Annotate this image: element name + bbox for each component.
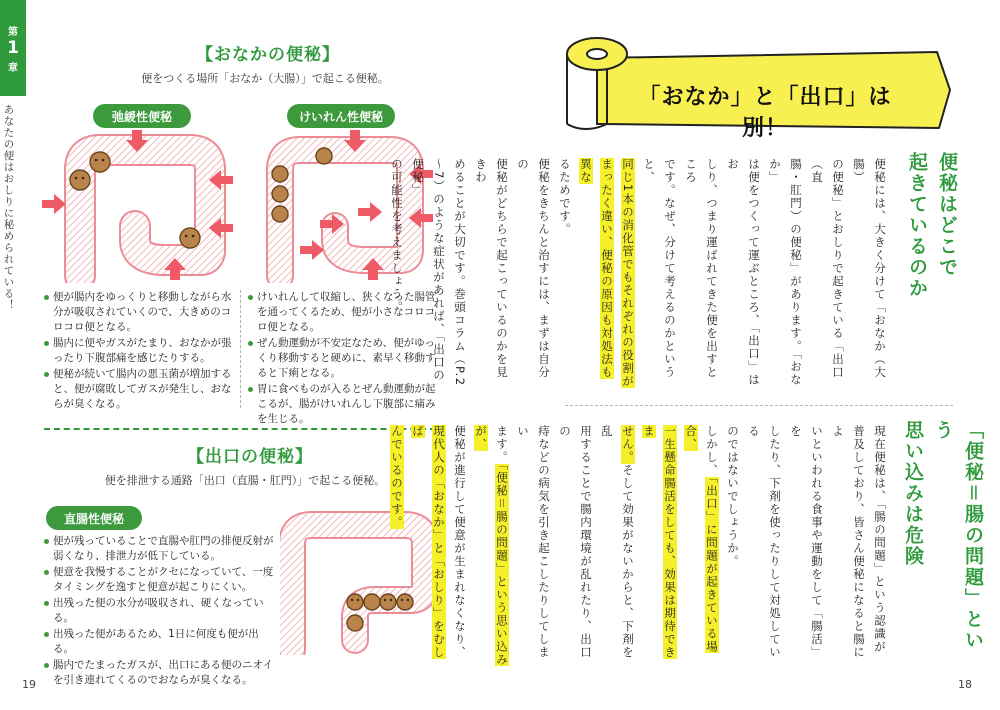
text-segment: 痔などの病気を引き起こしたりしてしまい (516, 425, 551, 659)
chapter-number: 1 (7, 37, 19, 58)
text-segment: しかし、 (705, 425, 719, 477)
text-line (722, 425, 743, 667)
section-divider (44, 428, 436, 430)
banner-title: 「おなか」と「出口」は別！ (638, 85, 892, 141)
chapter-prefix: 第 (8, 26, 18, 38)
list-item: 便が腸内をゆっくりと移動しながら水分が吸収されていくので、大きめのコロコロ便となる。 (44, 290, 234, 335)
text-line (596, 425, 638, 667)
section-divider (565, 405, 953, 406)
text-line (407, 158, 449, 390)
highlighted-text: 同じ1本の消化管でもそれぞれの役割が (621, 158, 635, 388)
text-segment: 便秘がどちらで起こっているのかを見きわ (474, 158, 509, 379)
list-item: けいれんして収縮し、狭くなった腸管を通ってくるため、便が小さなコロコロ便となる。 (248, 290, 438, 335)
text-line (827, 425, 869, 667)
heading-line: 「便秘＝腸の問題」という (932, 420, 984, 652)
text-segment: しり、つまり運ばれてきた便を出すところ (684, 158, 719, 379)
highlighted-text: んでいるのです。 (390, 425, 404, 529)
page-number-right: 18 (958, 678, 972, 691)
chapter-subtitle: あなたの便はおしりに秘められている！ (2, 104, 15, 311)
list-item: 便意を我慢することがクセになっていて、一度タイミングを逸すと便意が起こりにくい。 (44, 565, 274, 595)
text-line (638, 425, 680, 667)
text-line (512, 425, 554, 667)
list-item: 腸内でたまったガスが、出口にある便のニオイを引き連れてくるのでおならが臭くなる。 (44, 658, 274, 688)
text-line (554, 425, 596, 667)
section-title-onaka: 【おなかの便秘】 (196, 45, 340, 65)
text-line (638, 158, 680, 390)
heading-line: 便秘はどこで (936, 152, 958, 278)
text-line (554, 158, 575, 390)
label-keiren: けいれん性便秘 (287, 104, 395, 128)
text-line (470, 425, 512, 667)
text-line (764, 158, 806, 390)
heading-line: 起きているのか (906, 152, 928, 299)
body-text-section2 (390, 425, 890, 667)
text-segment: の便秘」とおしりで起きている「出口（直 (810, 158, 845, 379)
list-item: ぜん動運動が不安定なため、便がゆっくり移動すると硬めに、素早く移動すると下痢となる。 (248, 336, 438, 381)
text-line (680, 158, 722, 390)
text-line (785, 425, 827, 667)
text-segment: ます。 (495, 425, 509, 464)
text-line (680, 425, 722, 667)
list-item: 出残った便があるため、1日に何度も便が出る。 (44, 627, 274, 657)
text-line (848, 158, 890, 390)
text-line (386, 425, 407, 667)
list-item: 腸内に便やガスがたまり、おなかが張ったり下腹部痛を感じたりする。 (44, 336, 234, 366)
highlighted-text: 「便秘＝腸の問題」という思い込みが、 (474, 425, 509, 667)
list-item: 便が残っていることで直腸や肛門の排便反射が弱くなり、排泄力が低下している。 (44, 534, 274, 564)
text-line (869, 425, 890, 667)
text-line (806, 158, 848, 390)
text-segment: いといわれる食事や運動をして「腸活」を (789, 425, 824, 659)
text-segment: 便秘をきちんと治すには、まずは自分の (516, 158, 551, 379)
text-line (722, 158, 764, 390)
text-line (449, 425, 470, 667)
chapter-tab (0, 0, 26, 96)
highlighted-text: せん。 (621, 425, 635, 464)
text-line (449, 158, 470, 390)
heading-omoikomi (898, 420, 988, 670)
text-line (407, 425, 449, 667)
list-item: 胃に食べものが入るとぜん動運動が起こるが、腸がけいれんし下腹部に痛みを生じる。 (248, 382, 438, 427)
text-segment: 〜7）のような症状があれば、「出口の便秘」 (411, 158, 446, 383)
colon-diagram-atonic (40, 128, 235, 283)
text-segment: 普及しており、皆さん便秘になると腸によ (831, 425, 866, 659)
text-segment: のではないでしょうか。 (726, 425, 740, 568)
label-shikansei: 弛緩性便秘 (93, 104, 191, 128)
highlighted-text: 一生懸命腸活をしても、効果は期待できま (642, 425, 677, 659)
text-line (470, 158, 512, 390)
column-divider (240, 290, 241, 408)
text-segment: 腸・肛門）の便秘」があります。「おなか」 (768, 158, 803, 387)
bullet-list-chokuchousei (44, 534, 274, 689)
highlighted-text: まったく違い、便秘の原因も対処法も異な (579, 158, 614, 379)
text-segment: したり、下剤を使ったりして対処している (747, 425, 782, 659)
text-line (575, 158, 617, 390)
text-segment: るためです。 (558, 158, 572, 236)
text-segment: の可能性を考えましょう。 (390, 158, 404, 314)
section-title-deguchi: 【出口の便秘】 (187, 447, 313, 467)
page-number-left: 19 (22, 678, 36, 691)
list-item: 出残った便の水分が吸収され、硬くなっている。 (44, 596, 274, 626)
chapter-suffix: 章 (8, 62, 18, 74)
text-segment: 現在便秘は、「腸の問題」という認識が (873, 425, 887, 654)
text-line (512, 158, 554, 390)
text-line (743, 425, 785, 667)
text-line (386, 158, 407, 390)
section-desc-onaka: 便をつくる場所「おなか（大腸）」で起こる便秘。 (141, 72, 389, 85)
bullet-list-shikansei (44, 290, 234, 413)
text-line (617, 158, 638, 390)
highlighted-text: 現代人の「おなか」と「おしり」をむしば (411, 425, 446, 659)
text-segment: 用することで腸内環境が乱れたり、出口の (558, 425, 593, 659)
highlighted-text: 「出口」に問題が起きている場合、 (684, 425, 719, 654)
text-segment: は便をつくって運ぶところ、「出口」はお (726, 158, 761, 387)
section-desc-deguchi: 便を排泄する通路「出口（直腸・肛門）」で起こる便秘。 (104, 474, 386, 487)
label-chokuchousei: 直腸性便秘 (46, 506, 142, 530)
text-segment: めることが大切です。巻頭コラム（P.2 (453, 158, 467, 387)
heading-line: 思い込みは危険 (902, 420, 924, 567)
body-text-section1 (390, 158, 890, 390)
text-segment: 便秘には、大きく分けて「おなか（大腸） (852, 158, 887, 379)
text-segment: そして効果がないからと、下剤を乱 (600, 425, 635, 659)
list-item: 便秘が続いて腸内の悪玉菌が増加すると、便が腐敗してガスが発生し、おならが臭くなる。 (44, 367, 234, 412)
text-segment: です。なぜ、分けて考えるのかというと、 (642, 158, 677, 379)
text-segment: 便秘が進行して便意が生まれなくなり、 (453, 425, 467, 659)
heading-doko (902, 152, 962, 392)
